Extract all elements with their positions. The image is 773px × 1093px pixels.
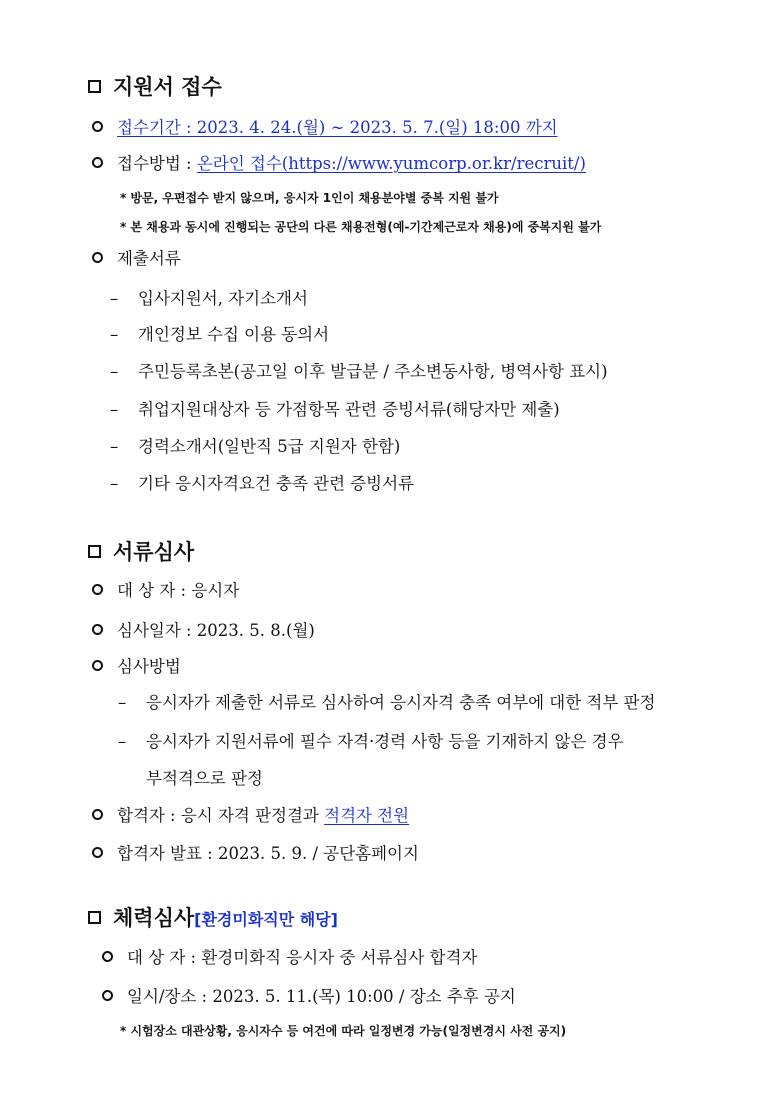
circle-bullet-icon bbox=[92, 660, 103, 671]
application-period: 접수기간 : 2023. 4. 24.(월) ∼ 2023. 5. 7.(일) 18:00 까지 bbox=[117, 118, 558, 137]
doc-list-item: – 경력소개서(일반직 5급 지원자 한함) bbox=[110, 437, 401, 456]
review-date-item: 심사일자 : 2023. 5. 8.(월) bbox=[92, 617, 315, 641]
circle-bullet-icon bbox=[102, 990, 113, 1001]
checkbox-square-icon bbox=[88, 80, 101, 93]
circle-bullet-icon bbox=[92, 624, 103, 635]
circle-bullet-icon bbox=[92, 584, 103, 595]
doc-list-item: – 입사지원서, 자기소개서 bbox=[110, 289, 308, 308]
doc-list-item: – 주민등록초본(공고일 이후 발급분 / 주소변동사항, 병역사항 표시) bbox=[110, 362, 608, 381]
circle-bullet-icon bbox=[92, 157, 103, 168]
review-method-line: – 응시자가 지원서류에 필수 자격·경력 사항 등을 기재하지 않은 경우 bbox=[118, 732, 624, 751]
section-heading-application: 지원서 접수 bbox=[88, 71, 222, 101]
announce-item: 합격자 발표 : 2023. 5. 9. / 공단홈페이지 bbox=[92, 840, 419, 864]
review-target-item: 대 상 자 : 응시자 bbox=[92, 577, 239, 601]
fitness-scope-highlight: [환경미화직만 해당] bbox=[194, 910, 338, 929]
checkbox-square-icon bbox=[88, 911, 101, 924]
section-heading-document-review: 서류심사 bbox=[88, 536, 194, 566]
checkbox-square-icon bbox=[88, 545, 101, 558]
pass-item: 합격자 : 응시 자격 판정결과 적격자 전원 bbox=[92, 802, 409, 826]
online-application-link[interactable]: 온라인 접수(https://www.yumcorp.or.kr/recruit/) bbox=[196, 154, 586, 173]
circle-bullet-icon bbox=[92, 252, 103, 263]
circle-bullet-icon bbox=[92, 809, 103, 820]
note-no-visit: * 방문, 우편접수 받지 않으며, 응시자 1인이 채용분야별 중복 지원 불가 bbox=[120, 191, 499, 205]
review-method-line: – 응시자가 제출한 서류로 심사하여 응시자격 충족 여부에 대한 적부 판정 bbox=[118, 693, 656, 712]
section-heading-fitness: 체력심사[환경미화직만 해당] bbox=[88, 902, 338, 932]
circle-bullet-icon bbox=[92, 121, 103, 132]
review-method-continuation: 부적격으로 판정 bbox=[146, 769, 263, 788]
note-schedule-change: * 시험장소 대관상황, 응시자수 등 여건에 따라 일정변경 가능(일정변경시 사전 공지) bbox=[120, 1024, 567, 1038]
fitness-date-item: 일시/장소 : 2023. 5. 11.(목) 10:00 / 장소 추후 공지 bbox=[102, 983, 516, 1007]
doc-list-item: – 기타 응시자격요건 충족 관련 증빙서류 bbox=[110, 474, 415, 493]
doc-list-item: – 취업지원대상자 등 가점항목 관련 증빙서류(해당자만 제출) bbox=[110, 400, 560, 419]
docs-item: 제출서류 bbox=[92, 245, 181, 269]
method-item: 접수방법 : 온라인 접수(https://www.yumcorp.or.kr/recruit/) bbox=[92, 150, 586, 174]
doc-list-item: – 개인정보 수집 이용 동의서 bbox=[110, 325, 330, 344]
circle-bullet-icon bbox=[102, 951, 113, 962]
circle-bullet-icon bbox=[92, 847, 103, 858]
period-item bbox=[92, 114, 558, 138]
note-no-duplicate: * 본 채용과 동시에 진행되는 공단의 다른 채용전형(예-기간제근로자 채용)에 중복지원 불가 bbox=[120, 220, 602, 234]
pass-highlight: 적격자 전원 bbox=[324, 806, 410, 825]
fitness-target-item: 대 상 자 : 환경미화직 응시자 중 서류심사 합격자 bbox=[102, 944, 477, 968]
review-method-item: 심사방법 bbox=[92, 653, 181, 677]
